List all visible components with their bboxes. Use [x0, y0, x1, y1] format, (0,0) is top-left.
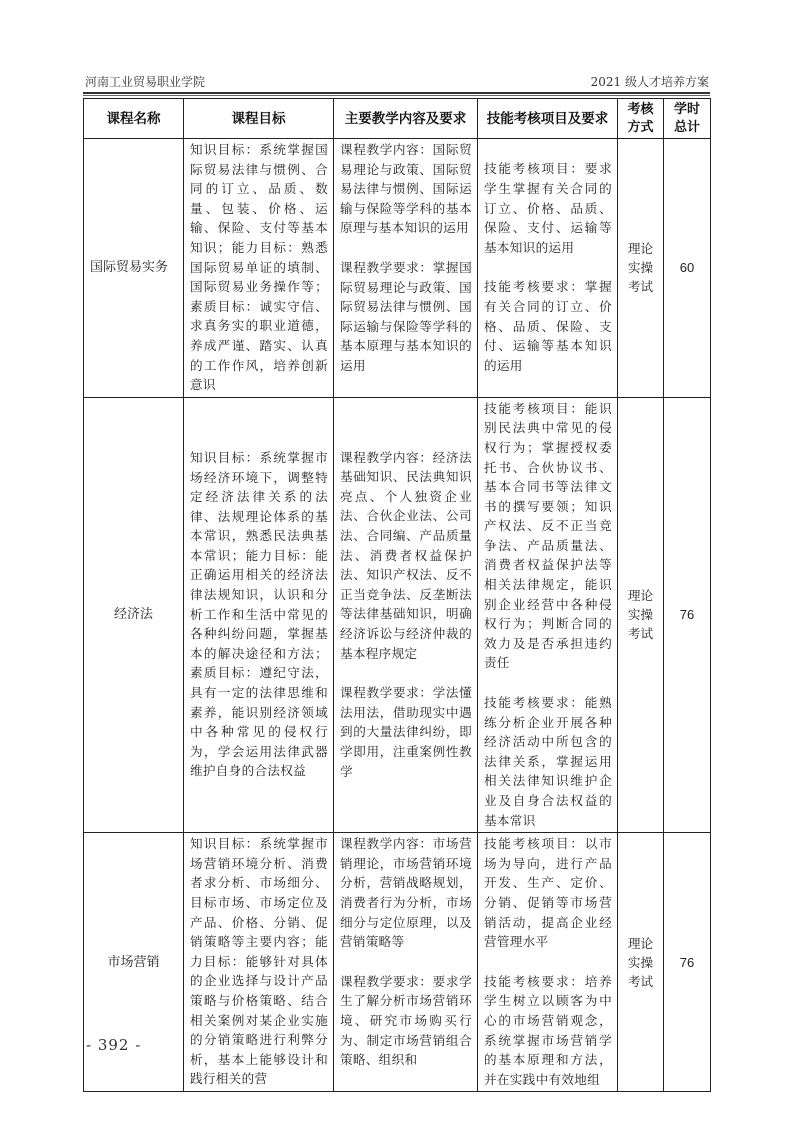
header-rule-thin	[83, 95, 710, 96]
skill-requirements-text: 技能考核要求：能熟练分析企业开展各种经济活动中所包含的法律关系，掌握运用相关法律知识维护企业及自身合法权益的基本常识	[484, 695, 612, 828]
table-header-row	[84, 99, 711, 139]
table-row	[84, 139, 711, 398]
course-goals-cell	[184, 139, 334, 398]
teaching-requirements-text: 课程教学要求：学法懂法用法，借助现实中遇到的大量法律纠纷，即学即用，注重案例性教学	[340, 685, 472, 779]
total-hours: 76	[679, 607, 695, 623]
col-header-total-hours-line1: 学时	[673, 101, 700, 117]
course-name: 经济法	[113, 607, 153, 623]
course-goals-cell	[184, 833, 334, 1092]
page-number: - 392 -	[86, 1036, 142, 1054]
total-hours-cell	[664, 397, 711, 832]
method-line1: 理论	[627, 588, 654, 604]
method-line3: 考试	[627, 279, 654, 295]
assessment-method-cell	[618, 397, 664, 832]
teaching-content-text: 课程教学内容：经济法基础知识、民法典知识亮点、个人独资企业法、合伙企业法、公司法、合同编、产品质量法、消费者权益保护法、知识产权法、反不正当竞争法、反垄断法等法律基础知识，明确经济诉讼与经济仲裁的基本程序规定	[340, 449, 472, 661]
col-header-skill-assessment: 技能考核项目及要求	[478, 99, 618, 139]
institution-name: 河南工业贸易职业学院	[85, 75, 206, 89]
table-row	[84, 833, 711, 1092]
teaching-content-text: 课程教学内容：国际贸易理论与政策、国际贸易法律与惯例、国际运输与保险等学科的基本原理与基本知识的运用	[340, 142, 472, 236]
col-header-total-hours-line2: 总计	[673, 119, 700, 135]
document-title: 2021 级人才培养方案	[590, 75, 709, 89]
content-requirements-cell	[334, 139, 478, 398]
skill-assessment-cell	[478, 833, 618, 1092]
teaching-content-text: 课程教学内容：市场营销理论，市场营销环境分析，营销战略规划，消费者行为分析，市场细分与定位原理，以及营销策略等	[340, 836, 472, 950]
col-header-assessment-method-line2: 方式	[627, 119, 654, 135]
col-header-course-name: 课程名称	[84, 99, 184, 139]
col-header-total-hours	[664, 99, 711, 139]
total-hours: 60	[679, 260, 695, 276]
assessment-method-cell	[618, 833, 664, 1092]
course-goals-cell	[184, 397, 334, 832]
content-requirements-cell	[334, 397, 478, 832]
skill-items-text: 技能考核项目：要求学生掌握有关合同的订立、价格、品质、保险、支付、运输等基本知识的运用	[484, 161, 612, 255]
content-requirements-cell	[334, 833, 478, 1092]
course-goals-text: 知识目标：系统掌握国际贸易法律与惯例、合同的订立、品质、数量、包装、价格、运输、保险、支付等基本知识；能力目标：熟悉国际贸易单证的填制、国际贸易业务操作等；素质目标：诚实守信、求真务实的职业道德，养成严谨、踏实、认真的工作作风，培养创新意识	[190, 142, 328, 393]
method-line2: 实操	[627, 607, 654, 623]
course-goals-text: 知识目标：系统掌握市场经济环境下，调整特定经济法律关系的法律、法规理论体系的基本常识，熟悉民法典基本常识；能力目标：能正确运用相关的经济法律法规知识，认识和分析工作和生活中常见的各种纠纷问题，掌握基本的解决途径和方法；素质目标：遵纪守法，具有一定的法律思维和素养，能识别经济领域中各种常见的侵权行为，学会运用法律武器维护自身的合法权益	[190, 449, 328, 779]
skill-requirements-text: 技能考核要求：掌握有关合同的订立、价格、品质、保险、支付、运输等基本知识的运用	[484, 279, 612, 373]
teaching-requirements-text: 课程教学要求：掌握国际贸易理论与政策、国际贸易法律与惯例、国际运输与保险等学科的基本原理与基本知识的运用	[340, 259, 472, 373]
method-line3: 考试	[627, 626, 654, 642]
course-name-cell	[84, 139, 184, 398]
assessment-method-cell	[618, 139, 664, 398]
col-header-assessment-method	[618, 99, 664, 139]
course-goals-text: 知识目标：系统掌握市场营销环境分析、消费者求分析、市场细分、目标市场、市场定位及产品、价格、分销、促销策略等主要内容；能力目标：能够针对具体的企业选择与设计产品策略与价格策略、结合相关案例对某企业实施的分销策略进行利弊分析，基本上能够设计和践行相关的营	[190, 836, 328, 1087]
skill-items-text: 技能考核项目：能识别民法典中常见的侵权行为；掌握授权委托书、合伙协议书、基本合同书等法律文书的撰写要领；知识产权法、反不正当竞争法、产品质量法、消费者权益保护法等相关法律规定，能识别企业经营中各种侵权行为；判断合同的效力及是否承担违约责任	[484, 400, 612, 671]
skill-items-text: 技能考核项目：以市场为导向，进行产品开发、生产、定价、分销、促销等市场营销活动，提高企业经营管理水平	[484, 836, 612, 950]
table-row	[84, 397, 711, 832]
method-line3: 考试	[627, 973, 654, 989]
course-name: 国际贸易实务	[90, 260, 169, 276]
header-rule	[83, 92, 710, 94]
total-hours: 76	[679, 954, 695, 970]
col-header-content-requirements: 主要教学内容及要求	[334, 99, 478, 139]
col-header-course-goals: 课程目标	[184, 99, 334, 139]
col-header-assessment-method-line1: 考核	[627, 101, 654, 117]
method-line1: 理论	[627, 241, 654, 257]
teaching-requirements-text: 课程教学要求：要求学生了解分析市场营销环境、研究市场购买行为、制定市场营销组合策略、组织和	[340, 973, 472, 1068]
course-table	[83, 98, 711, 1092]
total-hours-cell	[664, 139, 711, 398]
skill-assessment-cell	[478, 139, 618, 398]
skill-requirements-text: 技能考核要求：培养学生树立以顾客为中心的市场营销观念，系统掌握市场营销学的基本原理和方法，并在实践中有效地组	[484, 973, 612, 1087]
skill-assessment-cell	[478, 397, 618, 832]
method-line2: 实操	[627, 260, 654, 276]
course-name-cell	[84, 397, 184, 832]
total-hours-cell	[664, 833, 711, 1092]
method-line2: 实操	[627, 954, 654, 970]
method-line1: 理论	[627, 935, 654, 951]
course-name: 市场营销	[107, 954, 160, 970]
